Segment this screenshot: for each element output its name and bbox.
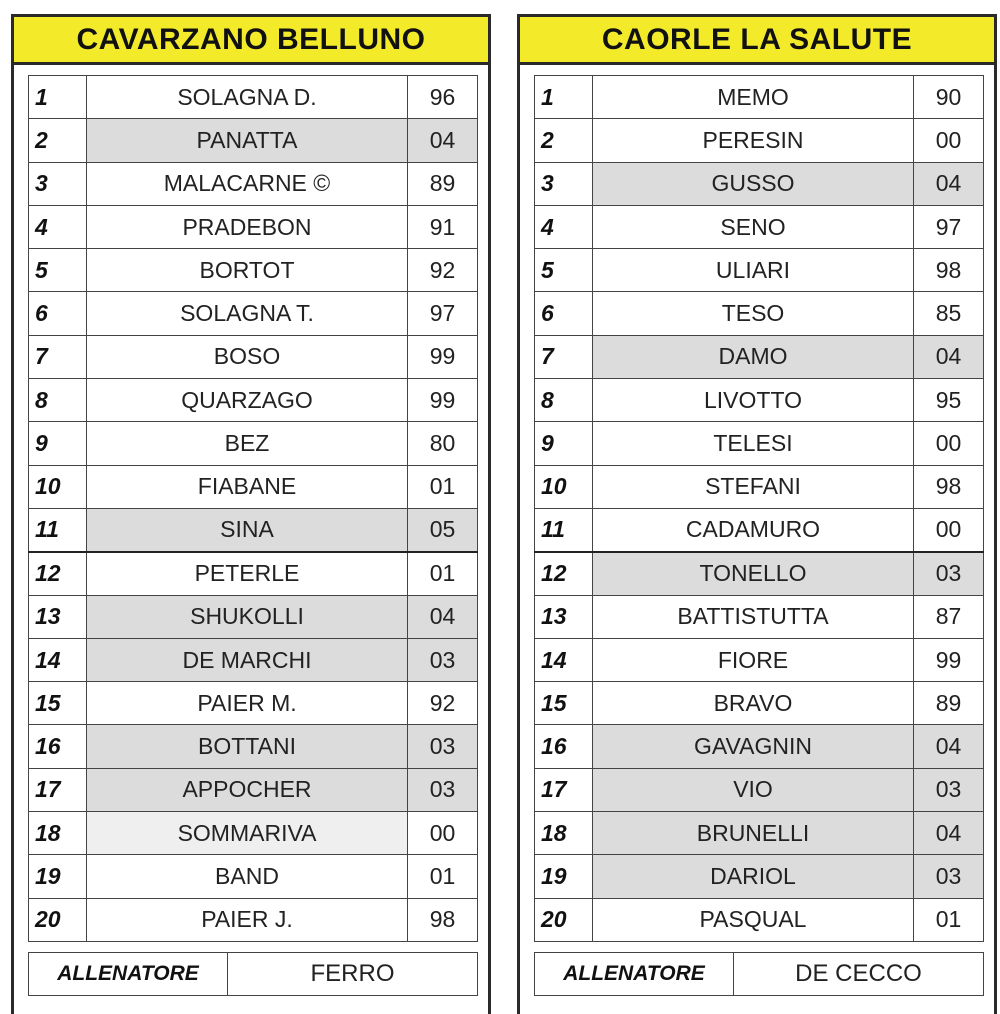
- birth-year: 87: [914, 595, 984, 638]
- shirt-number: 20: [535, 898, 593, 941]
- birth-year: 00: [914, 508, 984, 551]
- birth-year: 01: [408, 465, 478, 508]
- shirt-number: 6: [29, 292, 87, 335]
- player-row: [29, 292, 478, 335]
- player-name: SOLAGNA D.: [87, 76, 408, 119]
- shirt-number: 17: [29, 768, 87, 811]
- team-panel-left: [11, 14, 491, 1014]
- player-name: SENO: [593, 205, 914, 248]
- birth-year: 04: [914, 812, 984, 855]
- player-name: FIABANE: [87, 465, 408, 508]
- player-row: [535, 508, 984, 551]
- shirt-number: 6: [535, 292, 593, 335]
- coach-name: DE CECCO: [795, 960, 922, 987]
- player-row: [29, 768, 478, 811]
- shirt-number: 4: [29, 205, 87, 248]
- player-row: [29, 898, 478, 941]
- player-name: CADAMURO: [593, 508, 914, 551]
- team-name: CAORLE LA SALUTE: [520, 17, 994, 65]
- birth-year: 92: [408, 249, 478, 292]
- shirt-number: 8: [535, 379, 593, 422]
- player-row: [535, 249, 984, 292]
- birth-year: 99: [914, 638, 984, 681]
- shirt-number: 16: [535, 725, 593, 768]
- player-name: FIORE: [593, 638, 914, 681]
- shirt-number: 13: [535, 595, 593, 638]
- shirt-number: 10: [29, 465, 87, 508]
- player-name: GAVAGNIN: [593, 725, 914, 768]
- shirt-number: 12: [29, 552, 87, 595]
- player-row: [29, 379, 478, 422]
- player-name: MEMO: [593, 76, 914, 119]
- birth-year: 97: [914, 205, 984, 248]
- player-row: [535, 119, 984, 162]
- shirt-number: 15: [29, 682, 87, 725]
- player-row: [535, 335, 984, 378]
- shirt-number: 2: [535, 119, 593, 162]
- shirt-number: 10: [535, 465, 593, 508]
- shirt-number: 12: [535, 552, 593, 595]
- player-name: PERESIN: [593, 119, 914, 162]
- birth-year: 99: [408, 335, 478, 378]
- player-name: PASQUAL: [593, 898, 914, 941]
- shirt-number: 15: [535, 682, 593, 725]
- player-row: [535, 552, 984, 595]
- birth-year: 95: [914, 379, 984, 422]
- birth-year: 00: [914, 119, 984, 162]
- player-name: BATTISTUTTA: [593, 595, 914, 638]
- birth-year: 04: [408, 119, 478, 162]
- shirt-number: 9: [535, 422, 593, 465]
- player-row: [29, 162, 478, 205]
- player-name: BRUNELLI: [593, 812, 914, 855]
- shirt-number: 8: [29, 379, 87, 422]
- player-row: [29, 335, 478, 378]
- shirt-number: 18: [29, 812, 87, 855]
- birth-year: 97: [408, 292, 478, 335]
- birth-year: 00: [914, 422, 984, 465]
- player-row: [29, 725, 478, 768]
- player-name: MALACARNE ©: [87, 162, 408, 205]
- birth-year: 03: [914, 855, 984, 898]
- player-row: [535, 205, 984, 248]
- birth-year: 85: [914, 292, 984, 335]
- coach-label: ALLENATORE: [535, 953, 734, 995]
- player-row: [535, 465, 984, 508]
- player-name: VIO: [593, 768, 914, 811]
- player-name: TESO: [593, 292, 914, 335]
- player-row: [29, 465, 478, 508]
- birth-year: 96: [408, 76, 478, 119]
- player-row: [535, 422, 984, 465]
- player-name: SHUKOLLI: [87, 595, 408, 638]
- player-name: TELESI: [593, 422, 914, 465]
- player-row: [29, 76, 478, 119]
- shirt-number: 20: [29, 898, 87, 941]
- coach-label: ALLENATORE: [29, 953, 228, 995]
- birth-year: 99: [408, 379, 478, 422]
- shirt-number: 11: [535, 508, 593, 551]
- player-row: [29, 638, 478, 681]
- player-row: [29, 682, 478, 725]
- player-row: [535, 76, 984, 119]
- player-row: [29, 508, 478, 551]
- birth-year: 04: [914, 335, 984, 378]
- shirt-number: 18: [535, 812, 593, 855]
- player-name: PETERLE: [87, 552, 408, 595]
- birth-year: 89: [408, 162, 478, 205]
- player-name: SOLAGNA T.: [87, 292, 408, 335]
- player-name: SINA: [87, 508, 408, 551]
- player-name: PAIER J.: [87, 898, 408, 941]
- player-name: BORTOT: [87, 249, 408, 292]
- player-row: [535, 768, 984, 811]
- birth-year: 80: [408, 422, 478, 465]
- birth-year: 01: [408, 552, 478, 595]
- player-name: QUARZAGO: [87, 379, 408, 422]
- player-row: [29, 249, 478, 292]
- shirt-number: 13: [29, 595, 87, 638]
- roster-table: [28, 75, 478, 942]
- team-name: CAVARZANO BELLUNO: [14, 17, 488, 65]
- birth-year: 03: [914, 552, 984, 595]
- birth-year: 98: [408, 898, 478, 941]
- player-row: [535, 162, 984, 205]
- coach-name: FERRO: [310, 960, 395, 987]
- player-row: [535, 379, 984, 422]
- shirt-number: 5: [535, 249, 593, 292]
- roster-table: [534, 75, 984, 942]
- shirt-number: 4: [535, 205, 593, 248]
- player-name: STEFANI: [593, 465, 914, 508]
- player-row: [535, 898, 984, 941]
- shirt-number: 14: [29, 638, 87, 681]
- player-name: TONELLO: [593, 552, 914, 595]
- player-name: GUSSO: [593, 162, 914, 205]
- player-row: [535, 595, 984, 638]
- player-name: PAIER M.: [87, 682, 408, 725]
- shirt-number: 9: [29, 422, 87, 465]
- shirt-number: 3: [535, 162, 593, 205]
- player-row: [29, 812, 478, 855]
- player-name: PANATTA: [87, 119, 408, 162]
- player-row: [29, 205, 478, 248]
- player-row: [29, 552, 478, 595]
- birth-year: 04: [408, 595, 478, 638]
- player-row: [29, 595, 478, 638]
- player-name: BAND: [87, 855, 408, 898]
- birth-year: 90: [914, 76, 984, 119]
- player-row: [29, 422, 478, 465]
- birth-year: 91: [408, 205, 478, 248]
- birth-year: 03: [408, 638, 478, 681]
- shirt-number: 3: [29, 162, 87, 205]
- birth-year: 05: [408, 508, 478, 551]
- player-row: [535, 682, 984, 725]
- player-name: DARIOL: [593, 855, 914, 898]
- player-name: BEZ: [87, 422, 408, 465]
- birth-year: 92: [408, 682, 478, 725]
- player-row: [535, 292, 984, 335]
- shirt-number: 19: [535, 855, 593, 898]
- shirt-number: 17: [535, 768, 593, 811]
- shirt-number: 16: [29, 725, 87, 768]
- player-row: [535, 725, 984, 768]
- shirt-number: 1: [535, 76, 593, 119]
- player-name: PRADEBON: [87, 205, 408, 248]
- player-name: DE MARCHI: [87, 638, 408, 681]
- player-name: DAMO: [593, 335, 914, 378]
- shirt-number: 11: [29, 508, 87, 551]
- player-name: APPOCHER: [87, 768, 408, 811]
- birth-year: 00: [408, 812, 478, 855]
- coach-row: [534, 952, 984, 996]
- player-name: BOTTANI: [87, 725, 408, 768]
- player-row: [29, 855, 478, 898]
- birth-year: 04: [914, 162, 984, 205]
- player-row: [535, 855, 984, 898]
- shirt-number: 5: [29, 249, 87, 292]
- player-row: [535, 638, 984, 681]
- shirt-number: 1: [29, 76, 87, 119]
- birth-year: 01: [914, 898, 984, 941]
- birth-year: 04: [914, 725, 984, 768]
- birth-year: 01: [408, 855, 478, 898]
- birth-year: 98: [914, 465, 984, 508]
- shirt-number: 7: [535, 335, 593, 378]
- player-name: LIVOTTO: [593, 379, 914, 422]
- player-row: [535, 812, 984, 855]
- player-name: ULIARI: [593, 249, 914, 292]
- player-name: BOSO: [87, 335, 408, 378]
- shirt-number: 14: [535, 638, 593, 681]
- team-panel-right: [517, 14, 997, 1014]
- birth-year: 98: [914, 249, 984, 292]
- birth-year: 03: [914, 768, 984, 811]
- player-row: [29, 119, 478, 162]
- birth-year: 89: [914, 682, 984, 725]
- birth-year: 03: [408, 768, 478, 811]
- shirt-number: 7: [29, 335, 87, 378]
- coach-row: [28, 952, 478, 996]
- player-name: BRAVO: [593, 682, 914, 725]
- birth-year: 03: [408, 725, 478, 768]
- shirt-number: 2: [29, 119, 87, 162]
- player-name: SOMMARIVA: [87, 812, 408, 855]
- shirt-number: 19: [29, 855, 87, 898]
